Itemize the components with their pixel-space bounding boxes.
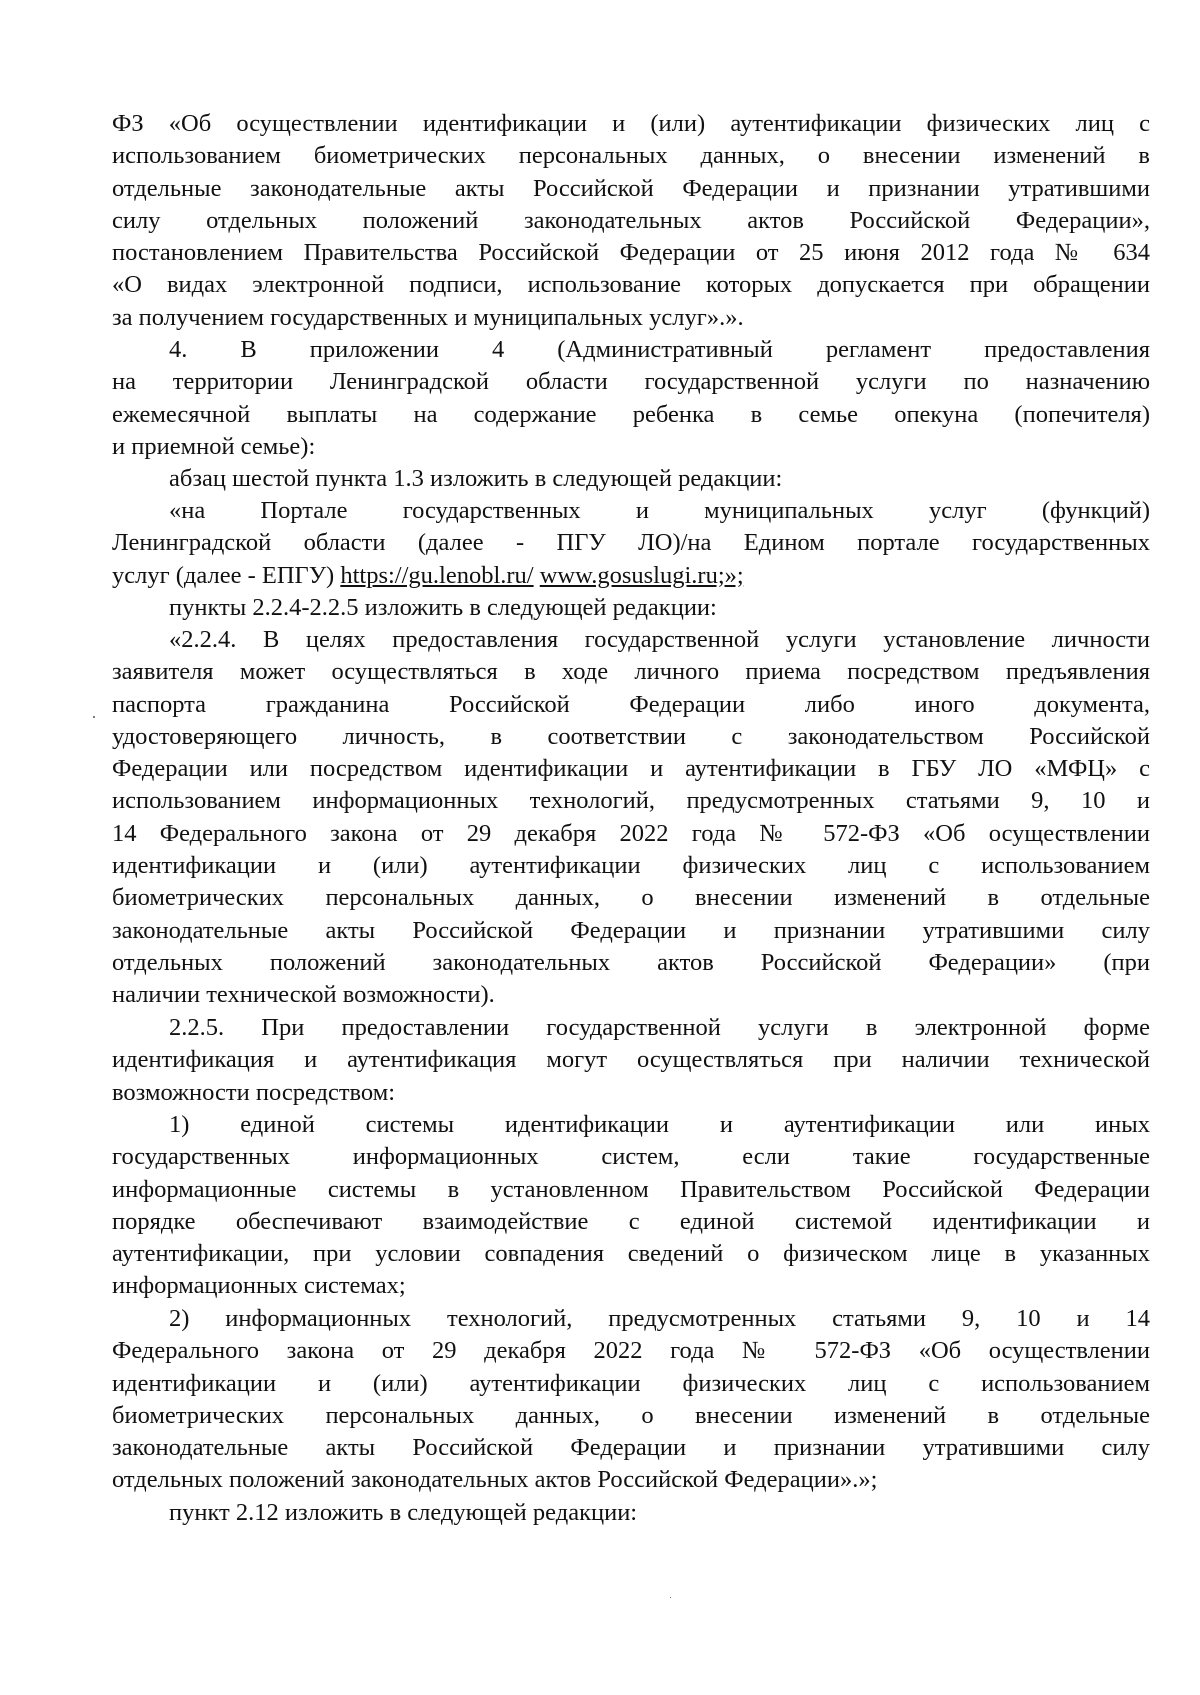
text-line: ежемесячной выплаты на содержание ребенка в семье опекуна (попечителя)	[112, 400, 1150, 428]
block-paragraph-1-3-intro	[112, 463, 1150, 495]
text-line: и приемной семье):	[112, 432, 316, 460]
text-line: пункт 2.12 изложить в следующей редакции:	[169, 1499, 638, 1526]
text-line: заявителя может осуществляться в ходе личного приема посредством предъявления	[112, 658, 1150, 686]
text-line: за получением государственных и муниципальных услуг».».	[112, 303, 744, 331]
text-line: «2.2.4. В целях предоставления государственной услуги установление личности	[169, 626, 1150, 653]
text-line: биометрических персональных данных, о внесении изменений в отдельные	[112, 884, 1150, 912]
text-line: информационных системах;	[112, 1272, 406, 1300]
text-line: 1) единой системы идентификации и аутентификации или иных	[169, 1111, 1150, 1138]
text-line: 14 Федерального закона от 29 декабря 2022 года № 572-ФЗ «Об осуществлении	[112, 819, 1150, 847]
text-line: законодательные акты Российской Федерации и признании утратившими силу	[112, 1434, 1150, 1462]
block-item-2-2-4	[112, 624, 1150, 1012]
text-line: использованием информационных технологий, предусмотренных статьями 9, 10 и	[112, 787, 1150, 815]
text-line: отдельные законодательные акты Российской Федерации и признании утратившими	[112, 174, 1150, 202]
text-line: возможности посредством:	[112, 1078, 396, 1106]
block-item-2-2-5	[112, 1012, 1150, 1109]
text-line: идентификации и (или) аутентификации физических лиц с использованием	[112, 852, 1150, 880]
block-subitem-1	[112, 1109, 1150, 1303]
block-subitem-2	[112, 1303, 1150, 1497]
block-paragraph-1-3-text	[112, 495, 1150, 592]
text-line: пункты 2.2.4-2.2.5 изложить в следующей редакции:	[169, 594, 717, 621]
block-items-2-2-4-intro	[112, 592, 1150, 624]
text-line: 2) информационных технологий, предусмотренных статьями 9, 10 и 14	[169, 1305, 1150, 1332]
scan-speck	[670, 1597, 671, 1598]
text-line: использованием биометрических персональных данных, о внесении изменений в	[112, 142, 1150, 170]
text-line: 4. В приложении 4 (Административный регламент предоставления	[169, 336, 1150, 363]
text-line: законодательные акты Российской Федерации и признании утратившими силу	[112, 916, 1150, 944]
text-line: наличии технической возможности).	[112, 981, 495, 1009]
text-line: абзац шестой пункта 1.3 изложить в следующей редакции:	[169, 465, 783, 492]
text-line: отдельных положений законодательных актов Российской Федерации».»;	[112, 1466, 878, 1494]
text-line: Федерации или посредством идентификации и аутентификации в ГБУ ЛО «МФЦ» с	[112, 755, 1150, 783]
block-item-4	[112, 334, 1150, 463]
text-line: идентификации и (или) аутентификации физических лиц с использованием	[112, 1369, 1150, 1397]
text-fragment: услуг (далее - ЕПГУ)	[112, 561, 341, 589]
text-line: удостоверяющего личность, в соответствии с законодательством Российской	[112, 722, 1150, 750]
text-line: ФЗ «Об осуществлении идентификации и (или) аутентификации физических лиц с	[112, 110, 1150, 137]
text-line: биометрических персональных данных, о внесении изменений в отдельные	[112, 1401, 1150, 1429]
text-line: паспорта гражданина Российской Федерации либо иного документа,	[112, 690, 1150, 718]
lenobl-link[interactable]: https://gu.lenobl.ru/	[340, 561, 534, 589]
text-line: на территории Ленинградской области государственной услуги по назначению	[112, 368, 1150, 396]
text-line: Федерального закона от 29 декабря 2022 года № 572-ФЗ «Об осуществлении	[112, 1337, 1150, 1365]
text-line: идентификация и аутентификация могут осуществляться при наличии технической	[112, 1046, 1150, 1074]
text-line: порядке обеспечивают взаимодействие с единой системой идентификации и	[112, 1207, 1150, 1235]
scan-speck	[93, 716, 95, 718]
text-line: аутентификации, при условии совпадения сведений о физическом лице в указанных	[112, 1240, 1150, 1268]
text-line: «на Порталe государственных и муниципальных услуг (функций)	[169, 497, 1150, 524]
gosuslugi-link[interactable]: www.gosuslugi.ru;»;	[539, 561, 744, 589]
text-line: Ленинградской области (далее - ПГУ ЛО)/на Едином портале государственных	[112, 529, 1150, 557]
text-line: отдельных положений законодательных актов Российской Федерации» (при	[112, 948, 1150, 976]
block-fz-continuation	[112, 108, 1150, 334]
text-line: информационные системы в установленном Правительством Российской Федерации	[112, 1175, 1150, 1203]
text-line: «О видах электронной подписи, использование которых допускается при обращении	[112, 271, 1150, 299]
text-line: 2.2.5. При предоставлении государственной услуги в электронной форме	[169, 1014, 1150, 1041]
text-line: силу отдельных положений законодательных актов Российской Федерации»,	[112, 206, 1150, 234]
text-line	[112, 560, 1150, 592]
block-item-2-12-intro	[112, 1497, 1150, 1529]
text-line: государственных информационных систем, если такие государственные	[112, 1143, 1150, 1171]
text-line: постановлением Правительства Российской Федерации от 25 июня 2012 года № 634	[112, 239, 1150, 267]
